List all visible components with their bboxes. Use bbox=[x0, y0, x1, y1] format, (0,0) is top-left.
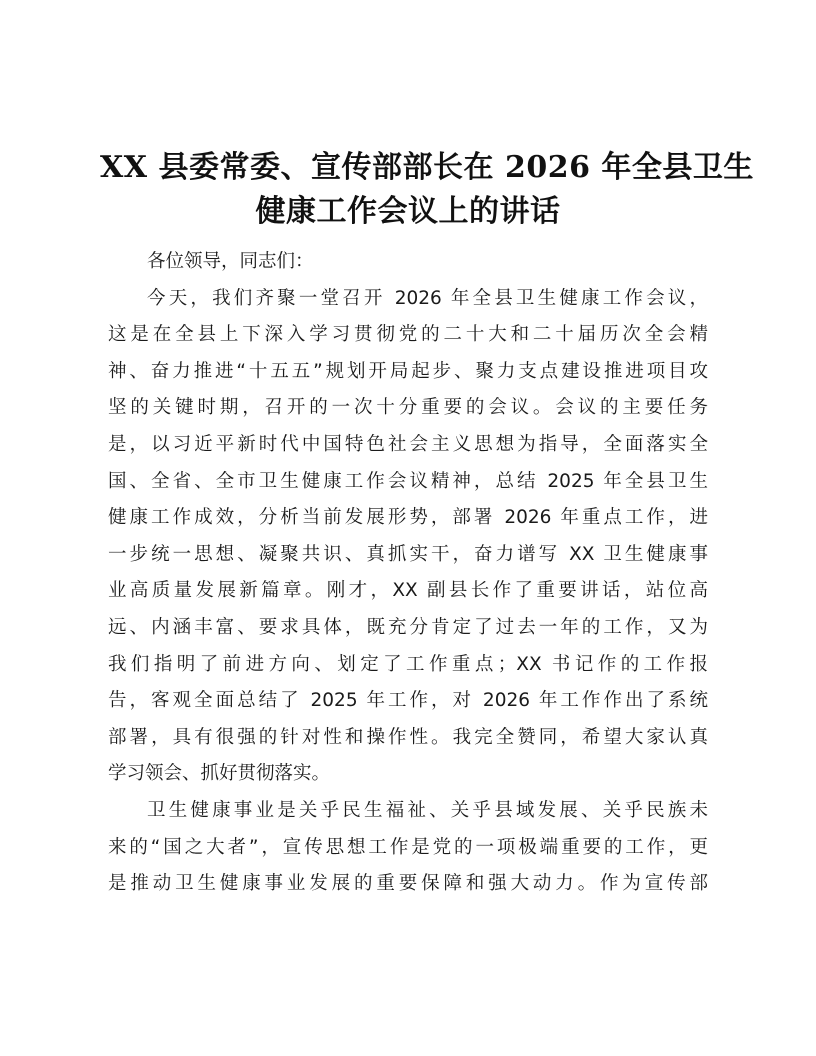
text-line: 我们指明了前进方向、划定了工作重点；XX 书记作的工作报 bbox=[108, 653, 708, 675]
page-title bbox=[100, 146, 754, 234]
text-line: 坚的关键时期，召开的一次十分重要的会议。会议的主要任务 bbox=[108, 397, 708, 419]
text-line: 这是在全县上下深入学习贯彻党的二十大和二十届历次全会精 bbox=[108, 324, 708, 346]
text-line: 部署，具有很强的针对性和操作性。我完全赞同，希望大家认真 bbox=[108, 726, 708, 748]
text-line: 神、奋力推进“十五五”规划开局起步、聚力支点建设推进项目攻 bbox=[108, 360, 708, 382]
text-line: 学习领会、抓好贯彻落实。 bbox=[108, 763, 331, 785]
text-line: 各位领导，同志们： bbox=[147, 251, 314, 272]
text-line: 告，客观全面总结了 2025 年工作，对 2026 年工作作出了系统 bbox=[108, 690, 708, 712]
title-line-2: 健康工作会议上的讲话 bbox=[255, 194, 561, 229]
text-line: 业高质量发展新篇章。刚才，XX 副县长作了重要讲话，站位高 bbox=[108, 580, 708, 602]
text-line: 是，以习近平新时代中国特色社会主义思想为指导，全面落实全 bbox=[108, 433, 708, 455]
salutation-paragraph bbox=[108, 244, 708, 281]
text-line: 一步统一思想、凝聚共识、真抓实干，奋力谱写 XX 卫生健康事 bbox=[108, 543, 708, 565]
text-line: 健康工作成效，分析当前发展形势，部署 2026 年重点工作，进 bbox=[108, 507, 708, 529]
text-line: 国、全省、全市卫生健康工作会议精神，总结 2025 年全县卫生 bbox=[108, 470, 708, 492]
text-line: 来的“国之大者”，宣传思想工作是党的一项极端重要的工作，更 bbox=[108, 836, 708, 858]
text-line: 是推动卫生健康事业发展的重要保障和强大动力。作为宣传部 bbox=[108, 873, 708, 895]
speech-body bbox=[108, 244, 708, 903]
text-line: 卫生健康事业是关乎民生福祉、关乎县域发展、关乎民族未 bbox=[147, 799, 708, 821]
text-line: 远、内涵丰富、要求具体，既充分肯定了过去一年的工作，又为 bbox=[108, 616, 708, 638]
body-paragraph bbox=[108, 281, 708, 793]
title-line-1: XX 县委常委、宣传部部长在 2026 年全县卫生 bbox=[100, 150, 754, 185]
text-line: 今天，我们齐聚一堂召开 2026 年全县卫生健康工作会议， bbox=[147, 287, 708, 309]
body-paragraph bbox=[108, 793, 708, 903]
